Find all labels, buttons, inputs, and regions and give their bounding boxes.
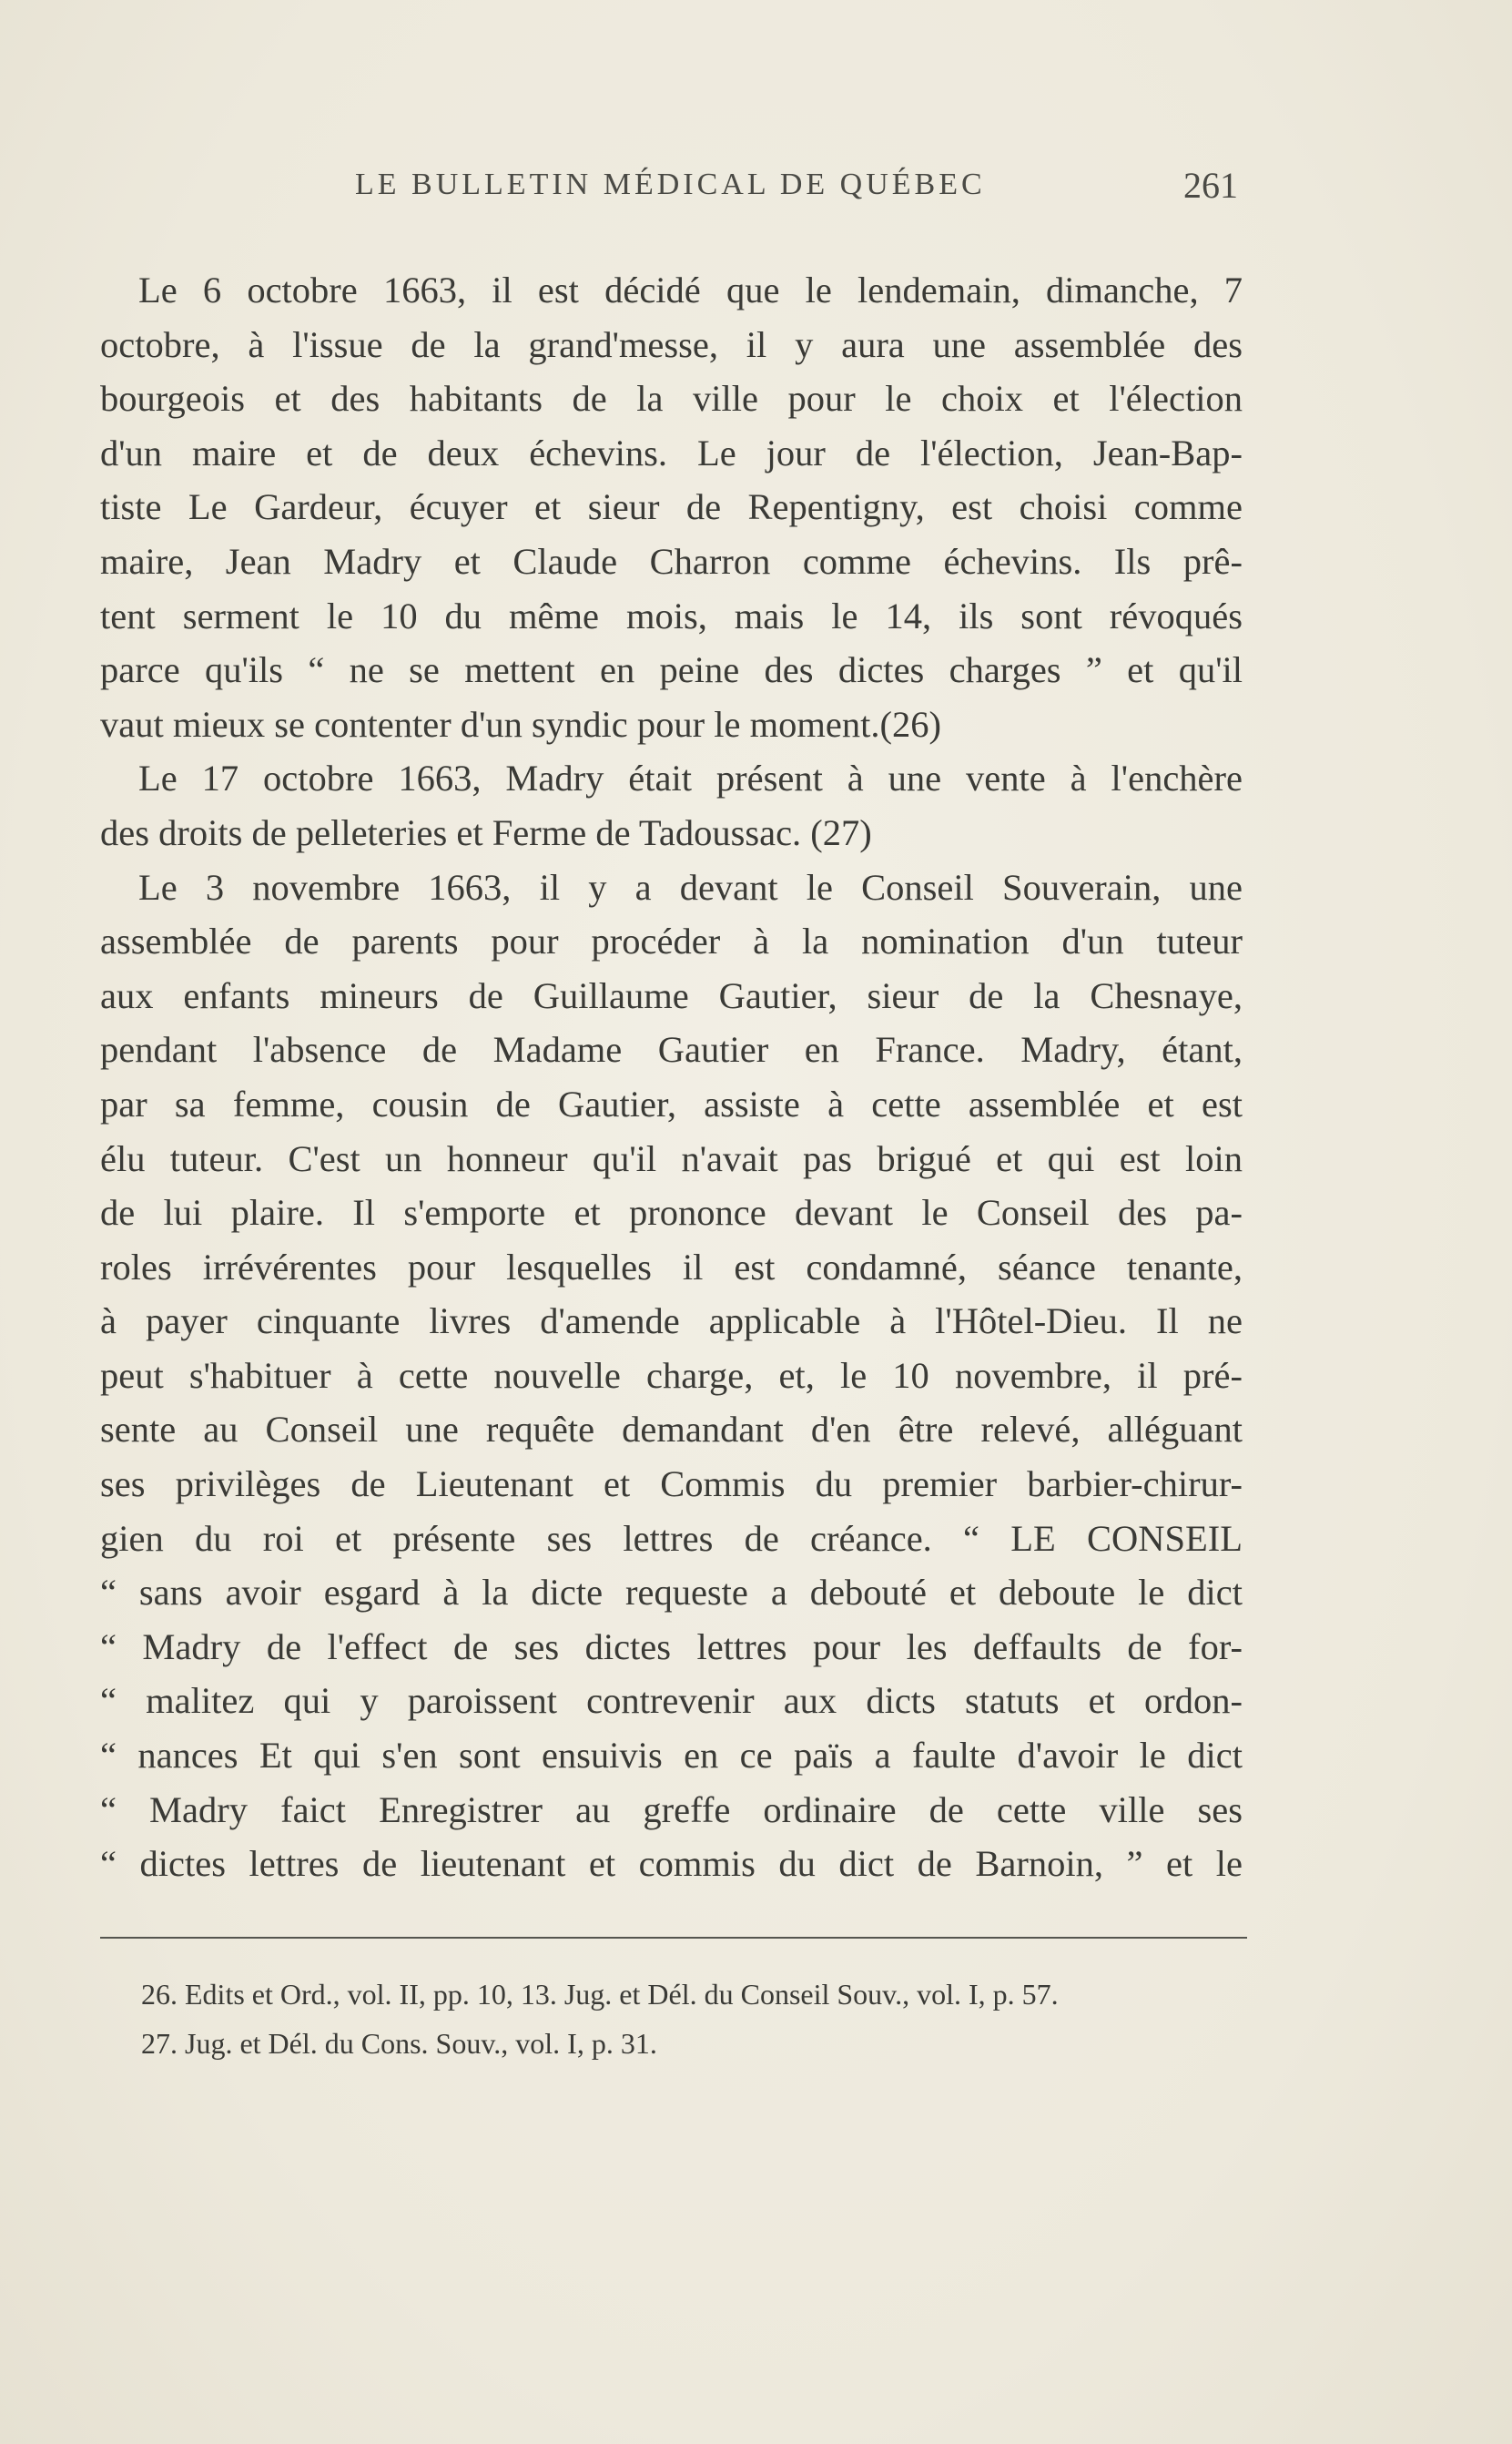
text-line: “ sans avoir esgard à la dicte requeste a debouté et deboute le dict: [100, 1572, 1243, 1614]
text-line: bourgeois et des habitants de la ville pour le choix et l'élection: [100, 378, 1243, 420]
body-text: [100, 263, 1243, 1891]
text-line: de lui plaire. Il s'emporte et prononce devant le Conseil des pa-: [100, 1192, 1243, 1234]
text-line: Le 6 octobre 1663, il est décidé que le lendemain, dimanche, 7: [138, 270, 1243, 311]
text-line: “ Madry de l'effect de ses dictes lettres pour les deffaults de for-: [100, 1625, 1243, 1667]
text-line: élu tuteur. C'est un honneur qu'il n'avait pas brigué et qui est loin: [100, 1137, 1243, 1179]
page-number: 261: [1183, 165, 1238, 206]
text-line: d'un maire et de deux échevins. Le jour de l'élection, Jean-Bap-: [100, 432, 1243, 474]
footnote: 26. Edits et Ord., vol. II, pp. 10, 13. Jug. et Dél. du Conseil Souv., vol. I, p. 57.: [141, 1978, 1059, 2011]
text-line: Le 17 octobre 1663, Madry était présent à une vente à l'enchère: [138, 758, 1243, 799]
text-line: ses privilèges de Lieutenant et Commis du premier barbier-chirur-: [100, 1463, 1243, 1505]
footnote-divider: [100, 1937, 1247, 1939]
text-line: “ nances Et qui s'en sont ensuivis en ce païs a faulte d'avoir le dict: [100, 1735, 1243, 1777]
page-header: [100, 165, 1238, 213]
text-line: des droits de pelleteries et Ferme de Tadoussac. (27): [100, 811, 872, 853]
text-line: assemblée de parents pour procéder à la nomination d'un tuteur: [100, 921, 1243, 962]
text-line: “ Madry faict Enregistrer au greffe ordinaire de cette ville ses: [100, 1788, 1243, 1830]
text-line: roles irrévérentes pour lesquelles il est condamné, séance tenante,: [100, 1246, 1243, 1288]
text-line: peut s'habituer à cette nouvelle charge, et, le 10 novembre, il pré-: [100, 1354, 1243, 1396]
text-line: parce qu'ils “ ne se mettent en peine des dictes charges ” et qu'il: [100, 649, 1243, 691]
text-line: gien du roi et présente ses lettres de créance. “ LE CONSEIL: [100, 1517, 1243, 1559]
text-line: “ malitez qui y paroissent contrevenir aux dicts statuts et ordon-: [100, 1680, 1243, 1722]
text-line: pendant l'absence de Madame Gautier en France. Madry, étant,: [100, 1029, 1243, 1071]
text-line: sente au Conseil une requête demandant d'en être relevé, alléguant: [100, 1409, 1243, 1451]
text-line: à payer cinquante livres d'amende applicable à l'Hôtel-Dieu. Il ne: [100, 1300, 1243, 1342]
footnote: 27. Jug. et Dél. du Cons. Souv., vol. I, p. 31.: [141, 2027, 657, 2060]
running-head: LE BULLETIN MÉDICAL DE QUÉBEC: [355, 168, 986, 201]
text-line: tent serment le 10 du même mois, mais le 14, ils sont révoqués: [100, 595, 1243, 636]
text-line: octobre, à l'issue de la grand'messe, il y aura une assemblée des: [100, 323, 1243, 365]
text-line: tiste Le Gardeur, écuyer et sieur de Repentigny, est choisi comme: [100, 486, 1243, 528]
text-line: “ dictes lettres de lieutenant et commis du dict de Barnoin, ” et le: [100, 1843, 1243, 1885]
text-line: Le 3 novembre 1663, il y a devant le Conseil Souverain, une: [138, 866, 1243, 908]
text-line: par sa femme, cousin de Gautier, assiste à cette assemblée et est: [100, 1083, 1243, 1125]
text-line: maire, Jean Madry et Claude Charron comme échevins. Ils prê-: [100, 540, 1243, 582]
footnotes: [141, 1970, 1252, 2068]
text-line: vaut mieux se contenter d'un syndic pour le moment.(26): [100, 703, 941, 745]
text-line: aux enfants mineurs de Guillaume Gautier, sieur de la Chesnaye,: [100, 974, 1243, 1016]
